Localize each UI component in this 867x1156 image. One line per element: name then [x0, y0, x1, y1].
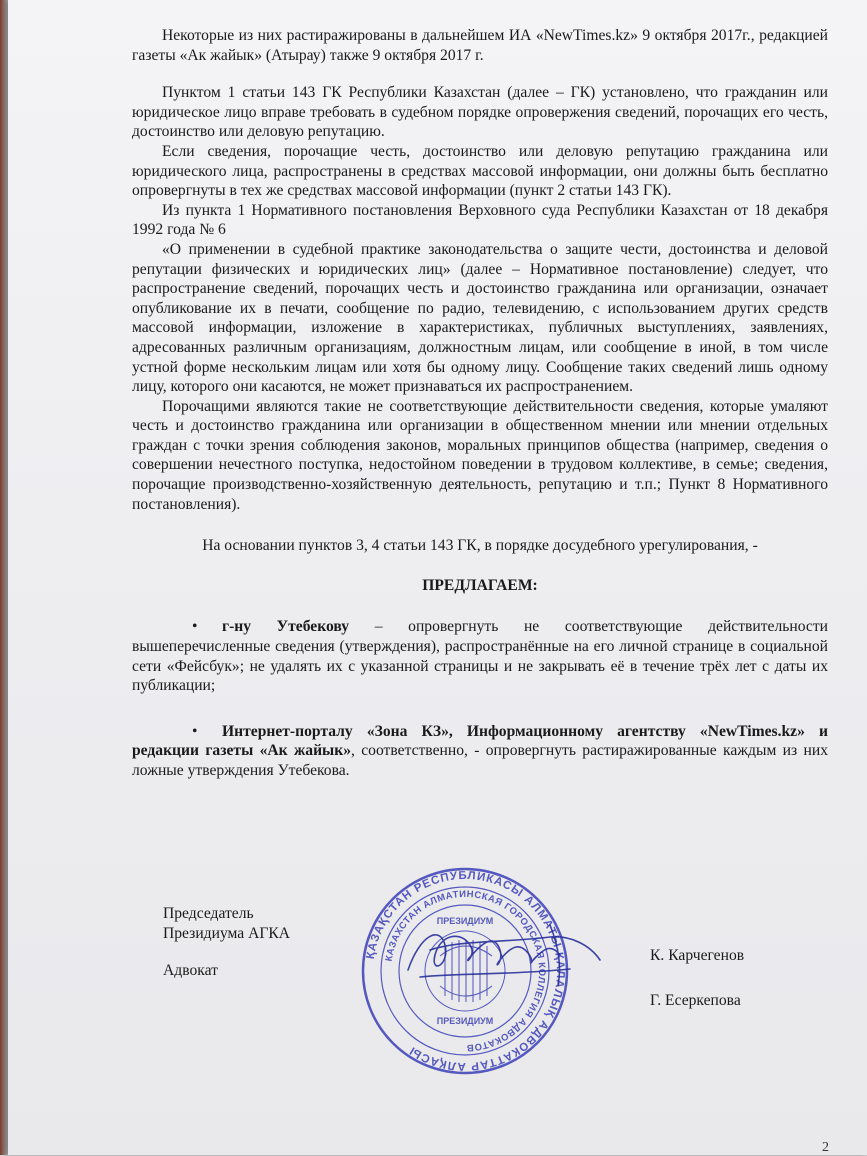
paragraph-5: «О применении в судебной практике законодательства о защите чести, достоинства и деловой репутации физических и юридических лиц» (далее – Нормативное постановление) следует, что распространение сведений, порочащих честь и достоинство гражданина или организации, означает опубликование их в печати, сообщение по радио, телевидению, с использованием других средств массовой информации, изложение в характеристиках, публичных выступлениях, заявлениях, адресованных различным организациям, должностным лицам, или сообщение в иной, в том числе устной форме нескольким лицам или хотя бы одному лицу. Сообщение таких сведений лишь одному лицу, которого они касаются, не может признаваться их распространением.: [132, 240, 828, 396]
stamp-top-word: ПРЕЗИДИУМ: [436, 916, 494, 926]
role-advocate: Адвокат: [163, 962, 218, 980]
bullet-marker: •: [192, 618, 198, 636]
bullet-2-text: , соответственно, - опровергнуть растиражированные каждым из них ложные утверждения Утебекова.: [132, 742, 828, 779]
signatory-roles: [163, 904, 290, 981]
bullet-item-1: [132, 617, 828, 695]
offer-heading: ПРЕДЛАГАЕМ:: [422, 576, 538, 594]
name-eserkepova: Г. Есеркепова: [650, 991, 741, 1009]
bullet-item-2: [132, 722, 828, 781]
paragraph-1: Некоторые из них растиражированы в дальнейшем ИА «NewTimes.kz» 9 октября 2017г., редакцией газеты «Ак жайык» (Атырау) также 9 октября 2017 г.: [132, 27, 828, 64]
bullet-marker: •: [192, 722, 198, 740]
bullet-2-addressee: Интернет-порталу «Зона КЗ», Информационному агентству «NewTimes.kz» и редакции газеты «Ак жайык»: [132, 722, 828, 760]
stamp-bottom-word: ПРЕЗИДИУМ: [436, 1016, 494, 1026]
basis-line: На основании пунктов 3, 4 статьи 143 ГК, в порядке досудебного урегулирования, -: [202, 537, 758, 555]
paragraph-3: Если сведения, порочащие честь, достоинство или деловую репутацию гражданина или юридического лица, распространены в средствах массовой информации, они должны быть бесплатно опровергнуты в тех же средствах массовой информации (пункт 2 статьи 143 ГК).: [132, 142, 828, 200]
handwritten-signature: [400, 915, 610, 995]
role-chairman-line2: Президиума АГКА: [163, 924, 291, 942]
paragraph-2: Пунктом 1 статьи 143 ГК Республики Казахстан (далее – ГК) установлено, что гражданин или юридическое лицо вправе требовать в судебном порядке опровержения сведений, порочащих его честь, достоинство или деловую репутацию.: [132, 84, 828, 141]
name-karchegenov: К. Карчегенов: [650, 947, 745, 964]
signatory-names: [650, 946, 744, 1010]
page-number: 2: [822, 1140, 829, 1155]
paragraph-4: Из пункта 1 Нормативного постановления Верховного суда Республики Казахстан от 18 декабря 1992 года № 6: [132, 201, 828, 239]
stamp-outer-text: ҚАЗАҚСТАН РЕСПУБЛИКАСЫ АЛМАТЫ ҚАЛАЛЫҚ АДВОКАТТАР АЛҚАСЫ: [364, 869, 567, 1073]
document-body: [132, 26, 828, 781]
paragraph-6: Порочащими являются такие не соответствующие действительности сведения, которые умаляют честь и достоинство гражданина или организации в общественном мнении или мнении отдельных граждан с точки зрения соблюдения законов, моральных принципов общества (например, сведения о совершении нечестного поступка, недостойном поведении в трудовом коллективе, в семье; сведения, порочащие производственно-хозяйственную деятельность, репутацию и т.п.; Пункт 8 Нормативного постановления).: [132, 397, 828, 513]
stamp-inner-text: КАЗАХСТАН АЛМАТИНСКАЯ ГОРОДСКАЯ КОЛЛЕГИЯ АДВОКАТОВ: [383, 888, 548, 1054]
role-chairman-line1: Председатель: [163, 905, 254, 922]
bullet-1-addressee: г-ну Утебекову: [222, 618, 350, 636]
bullet-1-text: – опровергнуть не соответствующие действительности вышеперечисленные сведения (утверждения), распространённые на его личной странице в социальной сети «Фейсбук»; не удалять их с указанной страницы и не закрывать её в течение трёх лет с даты их публикации;: [132, 618, 828, 695]
binder-edge: [0, 0, 8, 1155]
